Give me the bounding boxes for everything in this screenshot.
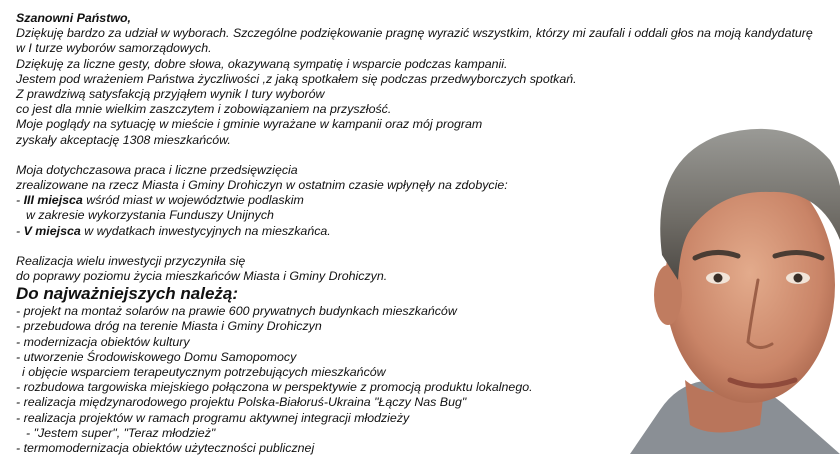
outro-line: do poprawy poziomu życia mieszkańców Miasta i Gminy Drohiczyn. bbox=[16, 269, 388, 284]
intro-line: w I turze wyborów samorządowych. bbox=[16, 41, 212, 56]
intro-line: Dziękuję za liczne gesty, dobre słowa, okazywaną sympatię i wsparcie podczas kampanii. bbox=[16, 56, 508, 71]
list-item: - realizacja projektów w ramach programu aktywnej integracji młodzieży bbox=[16, 410, 410, 425]
intro-line: Z prawdziwą satysfakcją przyjąłem wynik I tury wyborów bbox=[16, 87, 325, 102]
achievements-intro-line: zrealizowane na rzecz Miasta i Gminy Drohiczyn w ostatnim czasie wpłynęły na zdobycie: bbox=[16, 178, 508, 193]
achievement-prefix: - bbox=[16, 193, 24, 208]
intro-line: Jestem pod wrażeniem Państwa życzliwości ,z jaką spotkałem się podczas przedwyborczych spotkań. bbox=[16, 71, 577, 86]
list-item: - rozbudowa targowiska miejskiego połączona w perspektywie z promocją produktu lokalnego. bbox=[16, 380, 533, 395]
achievement-rank: V miejsca bbox=[23, 223, 81, 238]
list-item: - "Jestem super", "Teraz młodzież" bbox=[26, 425, 216, 440]
achievement-prefix: - bbox=[16, 223, 24, 238]
list-item: - projekt na montaż solarów na prawie 600 prywatnych budynkach mieszkańców bbox=[16, 304, 457, 319]
achievements-intro-line: Moja dotychczasowa praca i liczne przedsięwzięcia bbox=[16, 162, 298, 177]
list-item: - realizacja międzynarodowego projektu Polska-Białoruś-Ukraina "Łączy Nas Bug" bbox=[16, 395, 467, 410]
achievement-continuation: w zakresie wykorzystania Funduszy Unijnych bbox=[26, 208, 274, 223]
intro-line: Moje poglądy na sytuację w mieście i gminie wyrażane w kampanii oraz mój program bbox=[16, 117, 483, 132]
list-item: - przebudowa dróg na terenie Miasta i Gminy Drohiczyn bbox=[16, 319, 322, 334]
intro-line: co jest dla mnie wielkim zaszczytem i zobowiązaniem na przyszłość. bbox=[16, 102, 392, 117]
portrait-illustration bbox=[590, 80, 840, 454]
achievement-text: w wydatkach inwestycyjnych na mieszkańca. bbox=[80, 223, 331, 238]
list-item: - termomodernizacja obiektów użyteczności publicznej bbox=[16, 441, 315, 456]
list-heading: Do najważniejszych należą: bbox=[16, 284, 239, 304]
intro-line: zyskały akceptację 1308 mieszkańców. bbox=[16, 132, 231, 147]
achievement-text: wśród miast w województwie podlaskim bbox=[82, 193, 304, 208]
achievement-rank: III miejsca bbox=[23, 193, 83, 208]
salutation: Szanowni Państwo, bbox=[16, 11, 131, 25]
list-item: - utworzenie Środowiskowego Domu Samopomocy bbox=[16, 349, 297, 364]
list-item: i objęcie wsparciem terapeutycznym potrzebujących mieszkańców bbox=[22, 365, 386, 380]
intro-line: Dziękuję bardzo za udział w wyborach. Szczególne podziękowanie pragnę wyrazić wszystkim, którzy mi zaufali i oddali głos na moją kandydaturę bbox=[16, 26, 813, 41]
candidate-portrait bbox=[590, 80, 840, 454]
list-item: - modernizacja obiektów kultury bbox=[16, 334, 190, 349]
outro-line: Realizacja wielu inwestycji przyczyniła się bbox=[16, 253, 246, 268]
